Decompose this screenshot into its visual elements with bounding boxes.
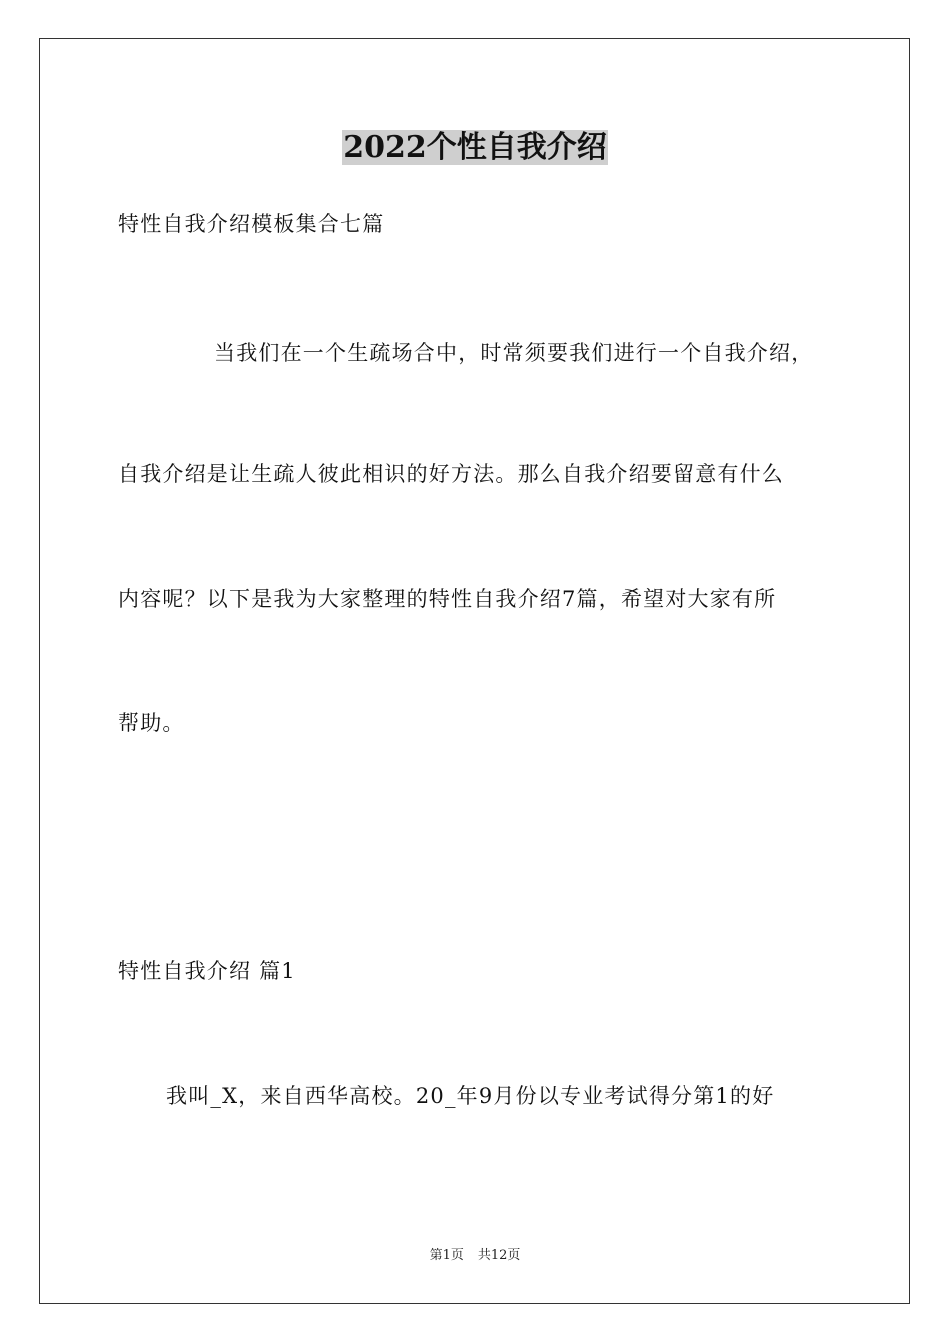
- section-paragraph-line: 我叫_X，来自西华高校。20_年9月份以专业考试得分第1的好: [166, 1084, 775, 1108]
- paragraph-line: 帮助。: [118, 711, 185, 735]
- page-footer: [0, 1247, 950, 1265]
- section-heading: 特性自我介绍 篇1: [118, 959, 296, 983]
- page-number-current: 第1页: [429, 1248, 464, 1263]
- document-subtitle: 特性自我介绍模板集合七篇: [118, 212, 385, 236]
- document-title-text: 2022个性自我介绍: [343, 130, 607, 165]
- document-title: [0, 128, 950, 168]
- page-number-total: 共12页: [477, 1248, 521, 1263]
- paragraph-line: 自我介绍是让生疏人彼此相识的好方法。那么自我介绍要留意有什么: [118, 462, 784, 486]
- paragraph-line: 内容呢？以下是我为大家整理的特性自我介绍7篇，希望对大家有所: [118, 587, 777, 611]
- paragraph-line: 当我们在一个生疏场合中，时常须要我们进行一个自我介绍，: [214, 341, 814, 365]
